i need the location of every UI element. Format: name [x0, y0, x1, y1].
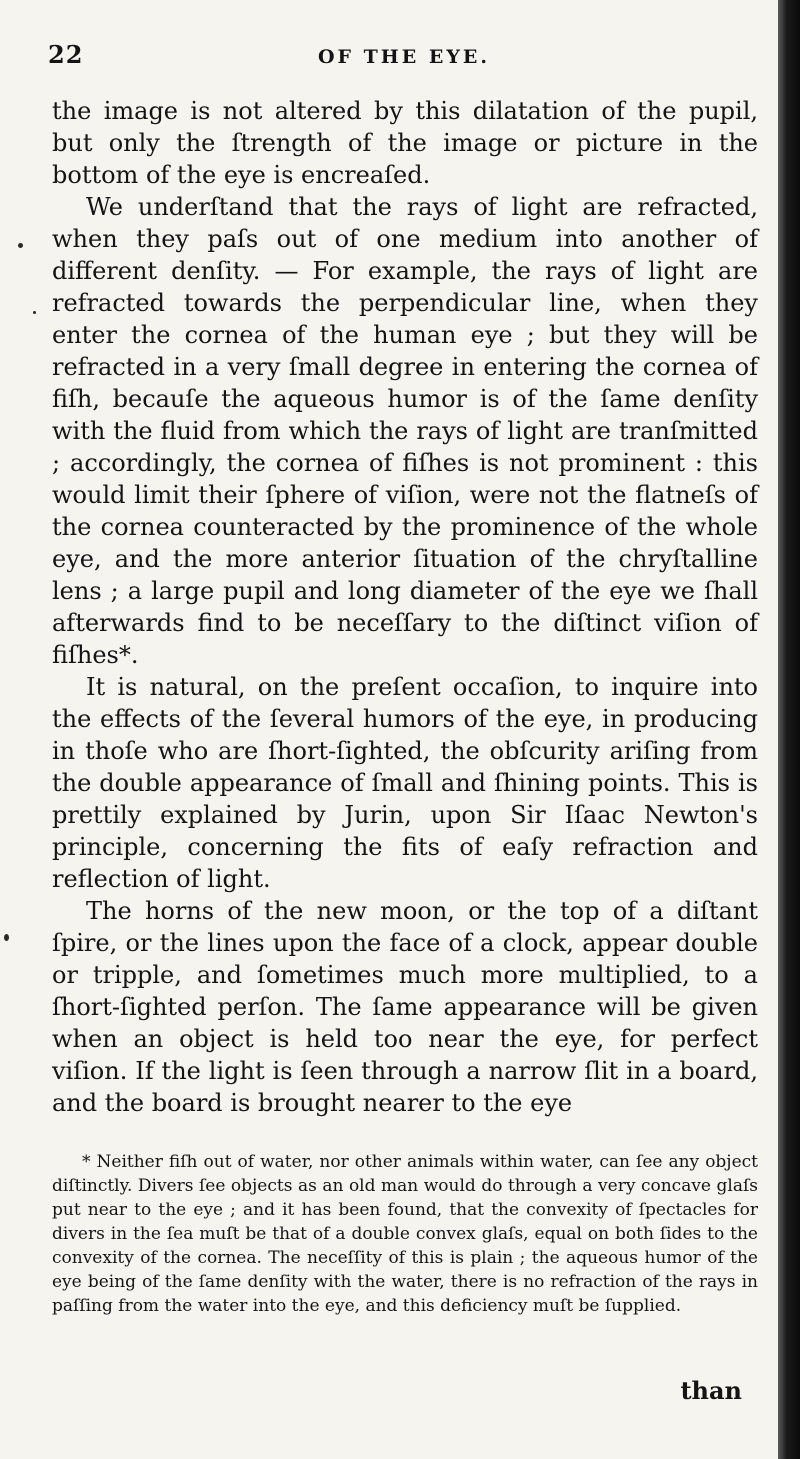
ink-spot [4, 934, 9, 941]
ink-spot [18, 243, 23, 248]
page-number: 22 [48, 40, 84, 69]
footnote [52, 1150, 758, 1318]
paragraph-refraction: We underſtand that the rays of light are refracted, when they paſs out of one medium into another of different denſity. — For example, the rays of light are refracted towards the perpendicular line, when they enter the cornea of the human eye ; but they will be refracted in a very ſmall degree in entering the cornea of fiſh, becauſe the aqueous humor is of the ſame denſity with the fluid from which the rays of light are tranſmitted ; accordingly, the cornea of fiſhes is not prominent : this would limit their ſphere of viſion, were not the flatneſs of the cornea counteracted by the prominence of the whole eye, and the more anterior ſituation of the chryſtalline lens ; a large pupil and long diameter of the eye we ſhall afterwards find to be neceſſary to the diſtinct viſion of fiſhes*. [52, 193, 758, 669]
main-text [52, 95, 758, 1119]
paragraph-continued: the image is not altered by this dilatation of the pupil, but only the ſtrength of the image or picture in the bottom of the eye is encreaſed. [52, 97, 758, 189]
paragraph-new-moon: The horns of the new moon, or the top of a diſtant ſpire, or the lines upon the face of a clock, appear double or tripple, and ſometimes much more multiplied, to a ſhort-ſighted perſon. The ſame appearance will be given when an object is held too near the eye, for perfect viſion. If the light is ſeen through a narrow ſlit in a board, and the board is brought nearer to the eye [52, 897, 758, 1117]
running-head: OF THE EYE. [318, 46, 490, 68]
catchword: than [680, 1376, 742, 1405]
page-header [48, 40, 760, 74]
ink-spot [33, 311, 36, 314]
page-edge-shadow [778, 0, 800, 1459]
footnote-text: * Neither fiſh out of water, nor other animals within water, can ſee any object diſtinctly. Divers ſee objects as an old man would do through a very concave glaſs put near to the eye ; and it has been found, that the convexity of ſpectacles for divers in the ſea muſt be that of a double convex glaſs, equal on both ſides to the convexity of the cornea. The neceſſity of this is plain ; the aqueous humor of the eye being of the ſame denſity with the water, there is no refraction of the rays in paſſing from the water into the eye, and this deficiency muſt be ſupplied. [52, 1152, 758, 1316]
paragraph-short-sighted: It is natural, on the preſent occaſion, to inquire into the effects of the ſeveral humors of the eye, in producing in thoſe who are ſhort-ſighted, the obſcurity ariſing from the double appearance of ſmall and ſhining points. This is prettily explained by Jurin, upon Sir Iſaac Newton's principle, concerning the fits of eaſy refraction and reflection of light. [52, 673, 758, 893]
